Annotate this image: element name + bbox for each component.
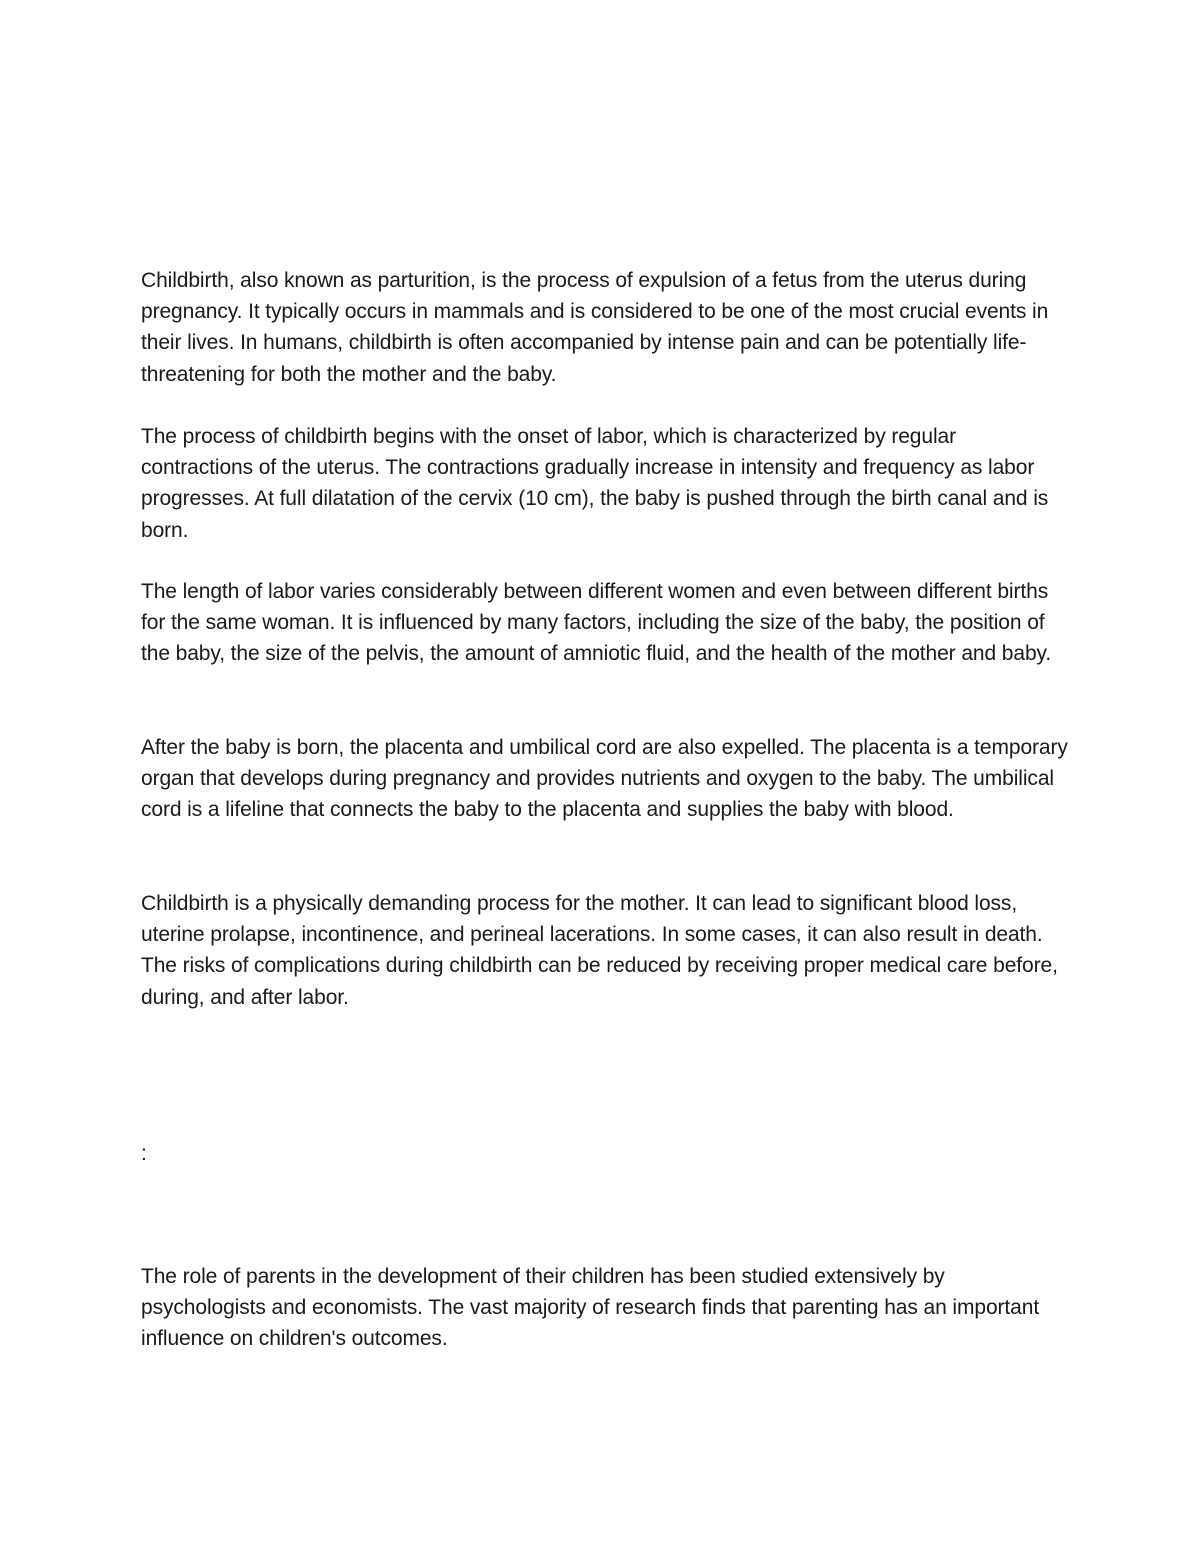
paragraph-placenta: After the baby is born, the placenta and umbilical cord are also expelled. The placenta is a temporary organ that develops during pregnancy and provides nutrients and oxygen to the baby. The umbilical cord is a lifeline that connects the baby to the placenta and supplies the baby with blood.: [141, 736, 1068, 822]
paragraph-parenting: The role of parents in the development of their children has been studied extensively by psychologists and economists. The vast majority of research finds that parenting has an important influence on children's outcomes.: [141, 1265, 1040, 1351]
paragraph-childbirth-definition: Childbirth, also known as parturition, is the process of expulsion of a fetus from the uterus during pregnancy. It typically occurs in mammals and is considered to be one of the most crucial events in their lives. In humans, childbirth is often accompanied by intense pain and can be potentially life-threatening for both the mother and the baby.: [141, 269, 1049, 386]
paragraph-labor-length: The length of labor varies considerably between different women and even between different births for the same woman. It is influenced by many factors, including the size of the baby, the position of the baby, the size of the pelvis, the amount of amniotic fluid, and the health of the mother and baby.: [141, 580, 1052, 666]
separator-colon: :: [141, 1142, 147, 1165]
paragraph-labor-process: The process of childbirth begins with the onset of labor, which is characterized by regular contractions of the uterus. The contractions gradually increase in intensity and frequency as labor progresses. At full dilatation of the cervix (10 cm), the baby is pushed through the birth canal and is born.: [141, 425, 1049, 542]
paragraph-risks: Childbirth is a physically demanding process for the mother. It can lead to significant blood loss, uterine prolapse, incontinence, and perineal lacerations. In some cases, it can also result in death. The risks of complications during childbirth can be reduced by receiving proper medical care before, during, and after labor.: [141, 892, 1058, 1009]
